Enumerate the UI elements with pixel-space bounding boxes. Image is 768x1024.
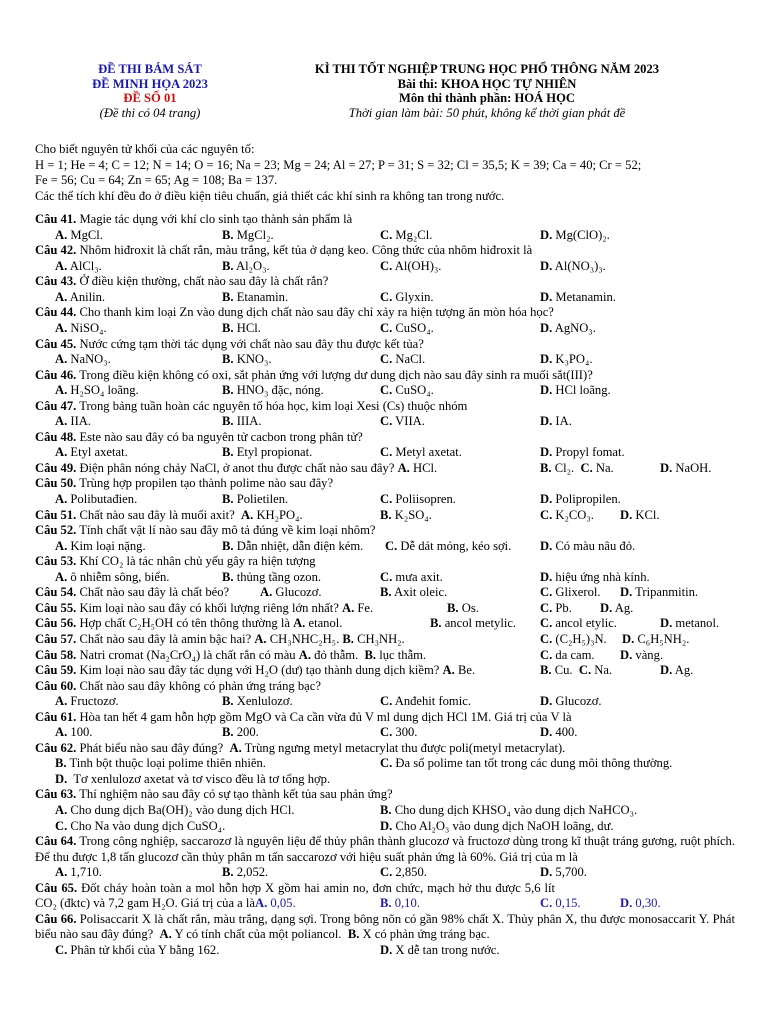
option-b: B. KNO₃. xyxy=(222,352,272,367)
question-64: Câu 64. Trong công nghiệp, saccarozơ là nguyên liệu để thủy phân thành glucozơ và fructozơ dùng trong kĩ thuật tráng gương, ruột phích. Để thu được 1,8 tấn glucozơ cần thủy phân m tấn saccarozơ với hiệu suất phản ứng là 60%. Giá trị của m là xyxy=(35,834,735,864)
option-c: C. 0,15. xyxy=(540,896,581,911)
option-c: C. Al(OH)₃. xyxy=(380,258,442,273)
option-a: A. 100. xyxy=(55,725,93,740)
question-57: Câu 57. Chất nào sau đây là amin bậc hai? A. CH₃NHC₂H₅. B. CH₃NH₂. C. (C₂H₅)₃N. D. C₆H₅NH₂. xyxy=(35,631,690,646)
options-44 xyxy=(35,321,735,337)
option-c: C. Poliisopren. xyxy=(380,492,456,507)
option-d: D. Polipropilen. xyxy=(540,492,621,507)
option-c: C. Metyl axetat. xyxy=(380,445,462,460)
question-62: Câu 62. Phát biểu nào sau đây đúng? A. Trùng ngưng metyl metacrylat thu được poli(metyl metacrylat). xyxy=(35,740,566,755)
question-46: Câu 46. Trong điều kiện không có oxi, sắt phản ứng với lượng dư dung dịch nào sau đây sinh ra muối sắt(III)? xyxy=(35,367,593,382)
option-a: A. Polibutađien. xyxy=(55,492,138,507)
header-left-line2: ĐỀ MINH HỌA 2023 xyxy=(92,76,208,91)
option-b: B. 200. xyxy=(222,725,259,740)
option-d: D. hiệu ứng nhà kính. xyxy=(540,569,650,584)
question-47: Câu 47. Trong bảng tuần hoàn các nguyên tố hóa học, kim loại Xesi (Cs) thuộc nhóm xyxy=(35,398,468,413)
intro-line: Các thể tích khí đều đo ở điều kiện tiêu chuẩn, giả thiết các khí sinh ra không tan trong nước. xyxy=(35,188,505,203)
option-a: A. Fructozơ. xyxy=(55,694,119,709)
option-b: B. HNO₃ đặc, nóng. xyxy=(222,383,324,398)
option-d: D. 400. xyxy=(540,725,578,740)
option-c: C. Phân tử khối của Y bằng 162. xyxy=(55,942,220,957)
question-48: Câu 48. Este nào sau đây có ba nguyên tử cacbon trong phân tử? xyxy=(35,429,363,444)
question-50: Câu 50. Trùng hợp propilen tạo thành polime nào sau đây? xyxy=(35,476,334,491)
intro-line: Fe = 56; Cu = 64; Zn = 65; Ag = 108; Ba = 137. xyxy=(35,173,278,188)
option-b: B. thủng tầng ozon. xyxy=(222,569,322,584)
option-a: A. Cho dung dịch Ba(OH)₂ vào dung dịch HCl. xyxy=(55,802,295,817)
option-c: C. Anđehit fomic. xyxy=(380,694,471,709)
header-duration: Thời gian làm bài: 50 phút, không kể thời gian phát đề xyxy=(348,105,626,120)
option-d: D. Al(NO₃)₃. xyxy=(540,258,606,273)
question-49: Câu 49. Điện phân nóng chảy NaCl, ở anot thu được chất nào sau đây? A. HCl. B. Cl₂. C. Na. D. NaOH. xyxy=(35,460,712,475)
question-55: Câu 55. Kim loại nào sau đây có khối lượng riêng lớn nhất? A. Fe. B. Os. C. Pb. D. Ag. xyxy=(35,600,634,615)
option-d: D. IA. xyxy=(540,414,572,429)
options-60 xyxy=(35,694,735,710)
option-c: C. Mg₂Cl. xyxy=(380,227,433,242)
option-b: B. 2,052. xyxy=(222,865,269,880)
options-61 xyxy=(35,725,735,741)
option-d: D. 0,30. xyxy=(620,896,661,911)
option-c: C. CuSO₄. xyxy=(380,383,434,398)
options-50 xyxy=(35,492,735,508)
option-a: A. Kim loại nặng. xyxy=(55,538,146,553)
option-b: B. Al₂O₃. xyxy=(222,258,270,273)
intro-line: Cho biết nguyên tử khối của các nguyên tố: xyxy=(35,142,255,156)
options-63-cd xyxy=(35,819,735,835)
option-d: D. X dễ tan trong nước. xyxy=(380,942,500,957)
options-62-d xyxy=(35,772,735,788)
option-c: C. Dễ dát mỏng, kéo sợi. xyxy=(385,538,512,553)
option-b: B. Tinh bột thuộc loại polime thiên nhiên. xyxy=(55,756,266,771)
option-c: C. NaCl. xyxy=(380,352,426,367)
header-exam-number: ĐỀ SỐ 01 xyxy=(123,91,177,105)
option-d: D. 5,700. xyxy=(540,865,587,880)
options-64 xyxy=(35,865,735,881)
question-59: Câu 59. Kim loại nào sau đây tác dụng với H₂O (dư) tạo thành dung dịch kiềm? A. Be. B. Cu. C. Na. D. Ag. xyxy=(35,663,694,678)
question-43: Câu 43. Ở điều kiện thường, chất nào sau đây là chất rắn? xyxy=(35,274,329,289)
option-d: D. HCl loãng. xyxy=(540,383,611,398)
options-46 xyxy=(35,383,735,399)
question-41: Câu 41. Magie tác dụng với khí clo sinh tạo thành sản phẩm là xyxy=(35,212,353,227)
option-b: B. Cho dung dịch KHSO₄ vào dung dịch NaHCO₃. xyxy=(380,802,638,817)
option-d: D. Metanamin. xyxy=(540,289,616,304)
option-a: A. AlCl₃. xyxy=(55,258,102,273)
option-a: A. Etyl axetat. xyxy=(55,445,128,460)
option-d: D. K₃PO₄. xyxy=(540,352,593,367)
options-45 xyxy=(35,352,735,368)
option-b: B. Polietilen. xyxy=(222,492,289,507)
options-41 xyxy=(35,228,735,244)
option-c: C. Đa số polime tan tốt trong các dung môi thông thường. xyxy=(380,756,673,771)
option-d: D. AgNO₃. xyxy=(540,321,596,336)
question-53: Câu 53. Khí CO₂ là tác nhân chủ yếu gây ra hiện tượng xyxy=(35,554,316,569)
question-60: Câu 60. Chất nào sau đây không có phản ứng tráng bạc? xyxy=(35,678,321,693)
question-44: Câu 44. Cho thanh kim loại Zn vào dung dịch chất nào sau đây chỉ xảy ra hiện tượng ăn mòn hóa học? xyxy=(35,305,554,320)
question-63: Câu 63. Thí nghiệm nào sau đây có sự tạo thành kết tủa sau phản ứng? xyxy=(35,787,393,802)
option-d: D. Có màu nâu đỏ. xyxy=(540,538,636,553)
exam-body xyxy=(35,142,735,958)
option-b: B. Dẫn nhiệt, dẫn điện kém. xyxy=(222,538,364,553)
question-45: Câu 45. Nước cứng tạm thời tác dụng với chất nào sau đây thu được kết tủa? xyxy=(35,336,424,351)
options-63 xyxy=(35,803,735,819)
header-component: Môn thi thành phần: HOÁ HỌC xyxy=(398,91,575,105)
option-b: B. HCl. xyxy=(222,321,261,336)
option-a: A. MgCl. xyxy=(55,227,103,242)
question-42: Câu 42. Nhôm hiđroxit là chất rắn, màu trắng, kết tủa ở dạng keo. Công thức của nhôm hiđroxit là xyxy=(35,243,533,258)
question-65: Câu 65. Đốt cháy hoàn toàn a mol hỗn hợp X gồm hai amin no, đơn chức, mạch hở thu được 5,6 lít CO₂ (đktc) và 7,2 gam H₂O. Giá trị của a là xyxy=(35,880,555,911)
intro-line: H = 1; He = 4; C = 12; N = 14; O = 16; Na = 23; Mg = 24; Al = 27; P = 31; S = 32; Cl = 35,5; K = 39; Ca = 40; Cr = 52; xyxy=(35,157,642,172)
option-a: A. NiSO₄. xyxy=(55,321,107,336)
option-a: A. Anilin. xyxy=(55,289,106,304)
options-52 xyxy=(35,539,735,555)
question-54: Câu 54. Chất nào sau đây là chất béo? A. Glucozơ. B. Axit oleic. C. Glixerol. D. Tripanmitin. xyxy=(35,585,699,600)
header-left-line1: ĐỀ THI BÁM SÁT xyxy=(98,62,202,76)
header-page-count: (Đề thi có 04 trang) xyxy=(99,105,201,120)
option-a: A. H₂SO₄ loãng. xyxy=(55,383,139,398)
question-52: Câu 52. Tính chất vật lí nào sau đây mô tả đúng về kim loại nhôm? xyxy=(35,523,376,538)
option-a: A. IIA. xyxy=(55,414,92,429)
option-b: B. MgCl₂. xyxy=(222,227,274,242)
option-d: D. Tơ xenlulozơ axetat và tơ visco đều là tơ tổng hợp. xyxy=(55,771,331,786)
question-61: Câu 61. Hòa tan hết 4 gam hỗn hợp gồm MgO và Ca cần vừa đủ V ml dung dịch HCl 1M. Giá trị của V là xyxy=(35,709,572,724)
question-51: Câu 51. Chất nào sau đây là muối axit? A. KH₂PO₄. B. K₂SO₄. C. K₂CO₃. D. KCl. xyxy=(35,507,660,522)
option-a: A. ô nhiễm sông, biển. xyxy=(55,569,170,584)
options-62 xyxy=(35,756,735,772)
option-c: C. 2,850. xyxy=(380,865,427,880)
option-b: B. IIIA. xyxy=(222,414,262,429)
option-d: D. Glucozơ. xyxy=(540,694,602,709)
option-b: B. Xenlulozơ. xyxy=(222,694,293,709)
options-66 xyxy=(35,943,735,959)
exam-header xyxy=(0,62,768,128)
option-a: A. NaNO₃. xyxy=(55,352,111,367)
question-56: Câu 56. Hợp chất C₂H₅OH có tên thông thường là A. etanol. B. ancol metylic. C. ancol etylic. D. metanol. xyxy=(35,616,720,631)
option-a: A. 1,710. xyxy=(55,865,102,880)
options-65 xyxy=(35,896,735,912)
option-c: C. Glyxin. xyxy=(380,289,434,304)
question-58: Câu 58. Natri cromat (Na₂CrO₄) là chất rắn có màu A. đỏ thẫm. B. lục thẫm. C. da cam. D. vàng. xyxy=(35,647,664,662)
option-d: D. Propyl fomat. xyxy=(540,445,625,460)
options-53 xyxy=(35,570,735,586)
option-a: A. 0,05. xyxy=(255,896,296,911)
option-b: B. Etanamin. xyxy=(222,289,289,304)
option-c: C. Cho Na vào dung dịch CuSO₄. xyxy=(55,818,226,833)
header-subject: Bài thi: KHOA HỌC TỰ NHIÊN xyxy=(397,76,577,91)
header-exam-title: KÌ THI TỐT NGHIỆP TRUNG HỌC PHỔ THÔNG NĂM 2023 xyxy=(314,62,660,76)
question-66: Câu 66. Polisaccarit X là chất rắn, màu trắng, dạng sợi. Trong bông nõn có gần 98% chất X. Thủy phân X, thu được monosaccarit Y. Phát biểu nào sau đây đúng? A. Y có tính chất của một poliancol. B. X có phản ứng tráng bạc. xyxy=(35,911,735,942)
options-47 xyxy=(35,414,735,430)
option-b: B. Etyl propionat. xyxy=(222,445,313,460)
options-42 xyxy=(35,259,735,275)
option-d: D. Cho Al₂O₃ vào dung dịch NaOH loãng, dư. xyxy=(380,818,614,833)
option-c: C. 300. xyxy=(380,725,418,740)
options-48 xyxy=(35,445,735,461)
option-c: C. VIIA. xyxy=(380,414,425,429)
option-c: C. mưa axit. xyxy=(380,569,443,584)
option-b: B. 0,10. xyxy=(380,896,420,911)
option-d: D. Mg(ClO)₂. xyxy=(540,227,610,242)
option-c: C. CuSO₄. xyxy=(380,321,434,336)
options-43 xyxy=(35,290,735,306)
